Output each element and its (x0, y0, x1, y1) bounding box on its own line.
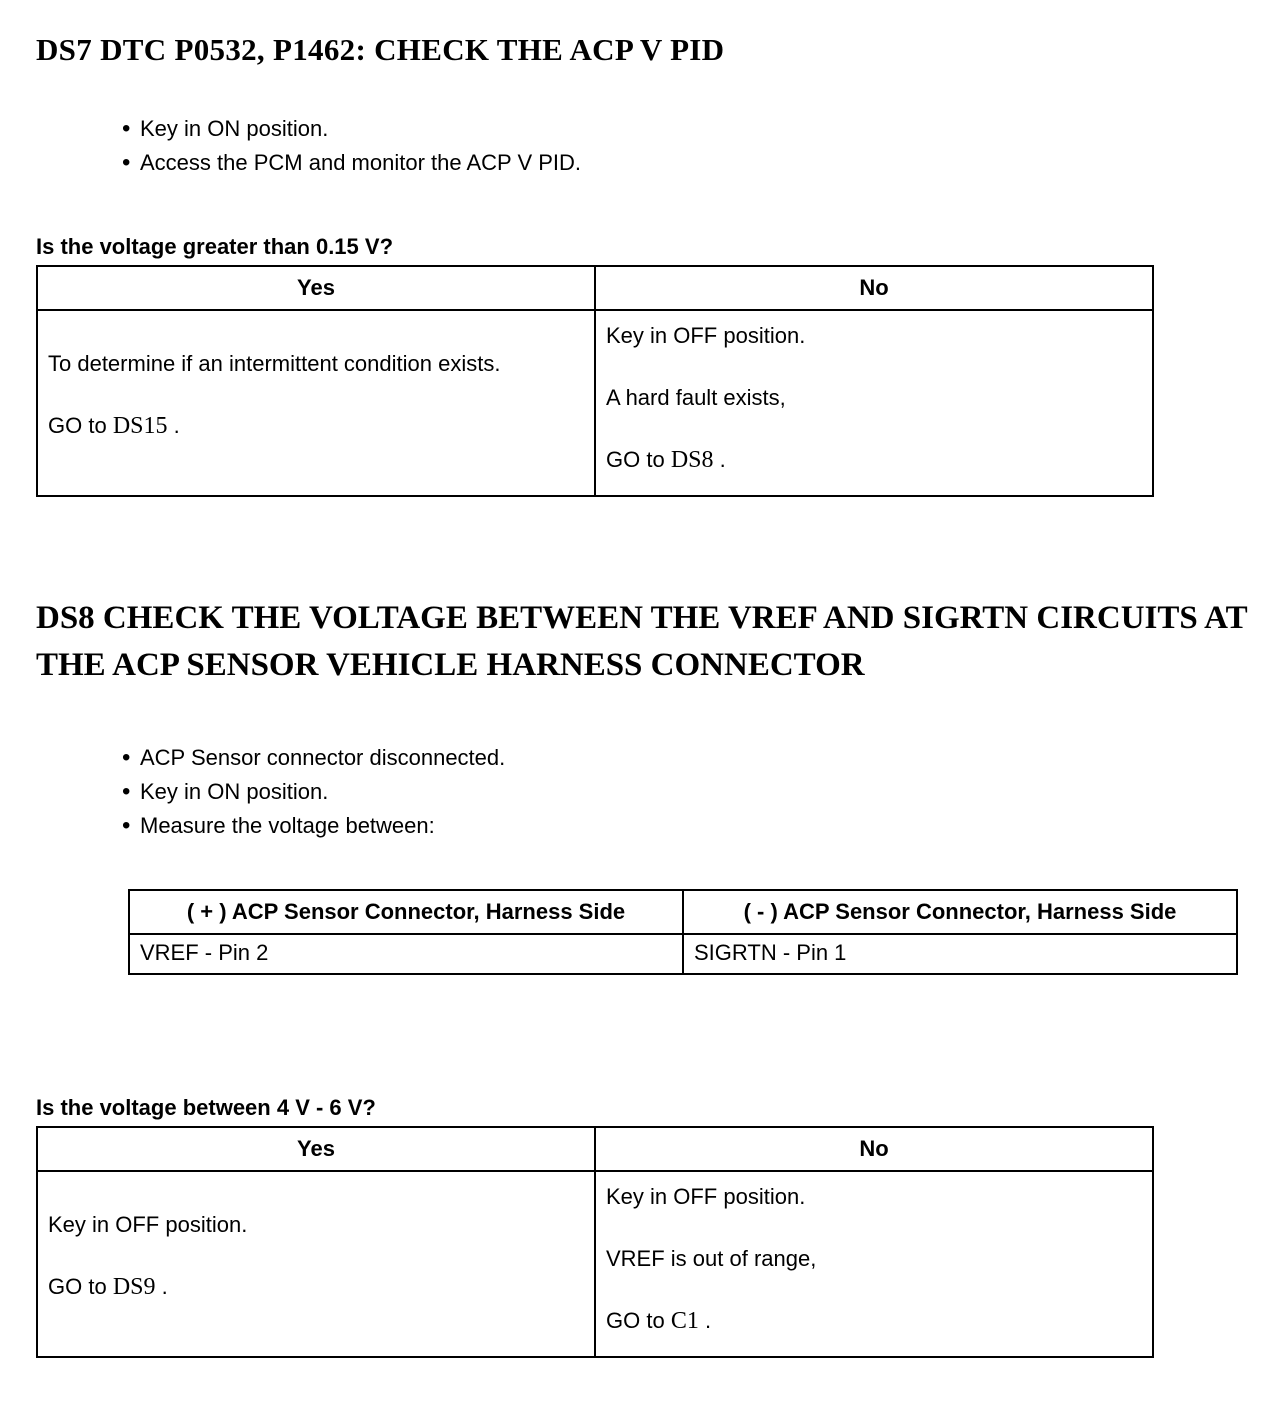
goto-link-ds9[interactable]: DS9 (112, 1273, 156, 1300)
measurement-table (128, 889, 1238, 975)
column-header-plus: ( + ) ACP Sensor Connector, Harness Side (129, 890, 683, 934)
bullet-text: • Key in ON position. (140, 116, 329, 141)
goto-suffix: . (704, 1307, 712, 1333)
instruction-text: To determine if an intermittent condition exists. (48, 351, 501, 376)
column-header-no: No (595, 266, 1153, 310)
table-row (129, 934, 1237, 974)
no-cell (595, 310, 1153, 496)
goto-line (48, 411, 582, 441)
yes-cell (37, 310, 595, 496)
ds7-question: Is the voltage greater than 0.15 V? (36, 234, 394, 259)
pin-cell: VREF - Pin 2 (129, 934, 683, 974)
ds8-question: Is the voltage between 4 V - 6 V? (36, 1094, 376, 1120)
bullet-text: • ACP Sensor connector disconnected. (140, 744, 506, 770)
section-ds8-heading: DS8 CHECK THE VOLTAGE BETWEEN THE VREF AND SIGRTN CIRCUITS AT THE ACP SENSOR VEHICLE HARNESS CONNECTOR (36, 600, 1247, 683)
pin-cell: SIGRTN - Pin 1 (683, 934, 1237, 974)
goto-suffix: . (161, 1273, 168, 1299)
column-header-no: No (595, 1127, 1153, 1171)
bullet-text: • Key in ON position. (140, 778, 329, 804)
goto-prefix: GO to (48, 413, 107, 438)
column-header-yes: Yes (37, 266, 595, 310)
column-header-minus: ( - ) ACP Sensor Connector, Harness Side (683, 890, 1237, 934)
ds7-decision-table (36, 265, 1154, 497)
goto-suffix: . (173, 413, 180, 438)
table-row (37, 1171, 1153, 1357)
instruction-text: Key in OFF position. (606, 323, 806, 348)
ds8-bullet-list (122, 741, 1244, 843)
measurement-table-wrap (128, 889, 1244, 975)
goto-suffix: . (719, 447, 726, 472)
instruction-text: VREF is out of range, (606, 1245, 817, 1271)
section-ds7-heading: DS7 DTC P0532, P1462: CHECK THE ACP V PID (36, 32, 725, 67)
no-cell (595, 1171, 1153, 1357)
bullet-item (122, 146, 1244, 180)
bullet-item (122, 809, 1244, 843)
ds7-bullet-list (122, 112, 1244, 180)
bullet-item (122, 112, 1244, 146)
goto-line (606, 1306, 1140, 1336)
bullet-text: • Access the PCM and monitor the ACP V PID. (140, 150, 582, 175)
table-row (37, 310, 1153, 496)
goto-link-c1[interactable]: C1 (670, 1307, 699, 1334)
instruction-text: Key in OFF position. (606, 1183, 806, 1209)
bullet-item (122, 775, 1244, 809)
goto-line (606, 445, 1140, 475)
goto-prefix: GO to (48, 1273, 107, 1299)
ds8-decision-table (36, 1126, 1154, 1358)
yes-cell (37, 1171, 595, 1357)
bullet-item (122, 741, 1244, 775)
instruction-text: Key in OFF position. (48, 1211, 248, 1237)
goto-prefix: GO to (606, 1307, 665, 1333)
goto-link-ds8[interactable]: DS8 (670, 447, 714, 473)
goto-prefix: GO to (606, 447, 665, 472)
goto-line (48, 1272, 582, 1302)
instruction-text: A hard fault exists, (606, 385, 786, 410)
goto-link-ds15[interactable]: DS15 (112, 413, 168, 439)
column-header-yes: Yes (37, 1127, 595, 1171)
bullet-text: • Measure the voltage between: (140, 812, 435, 838)
